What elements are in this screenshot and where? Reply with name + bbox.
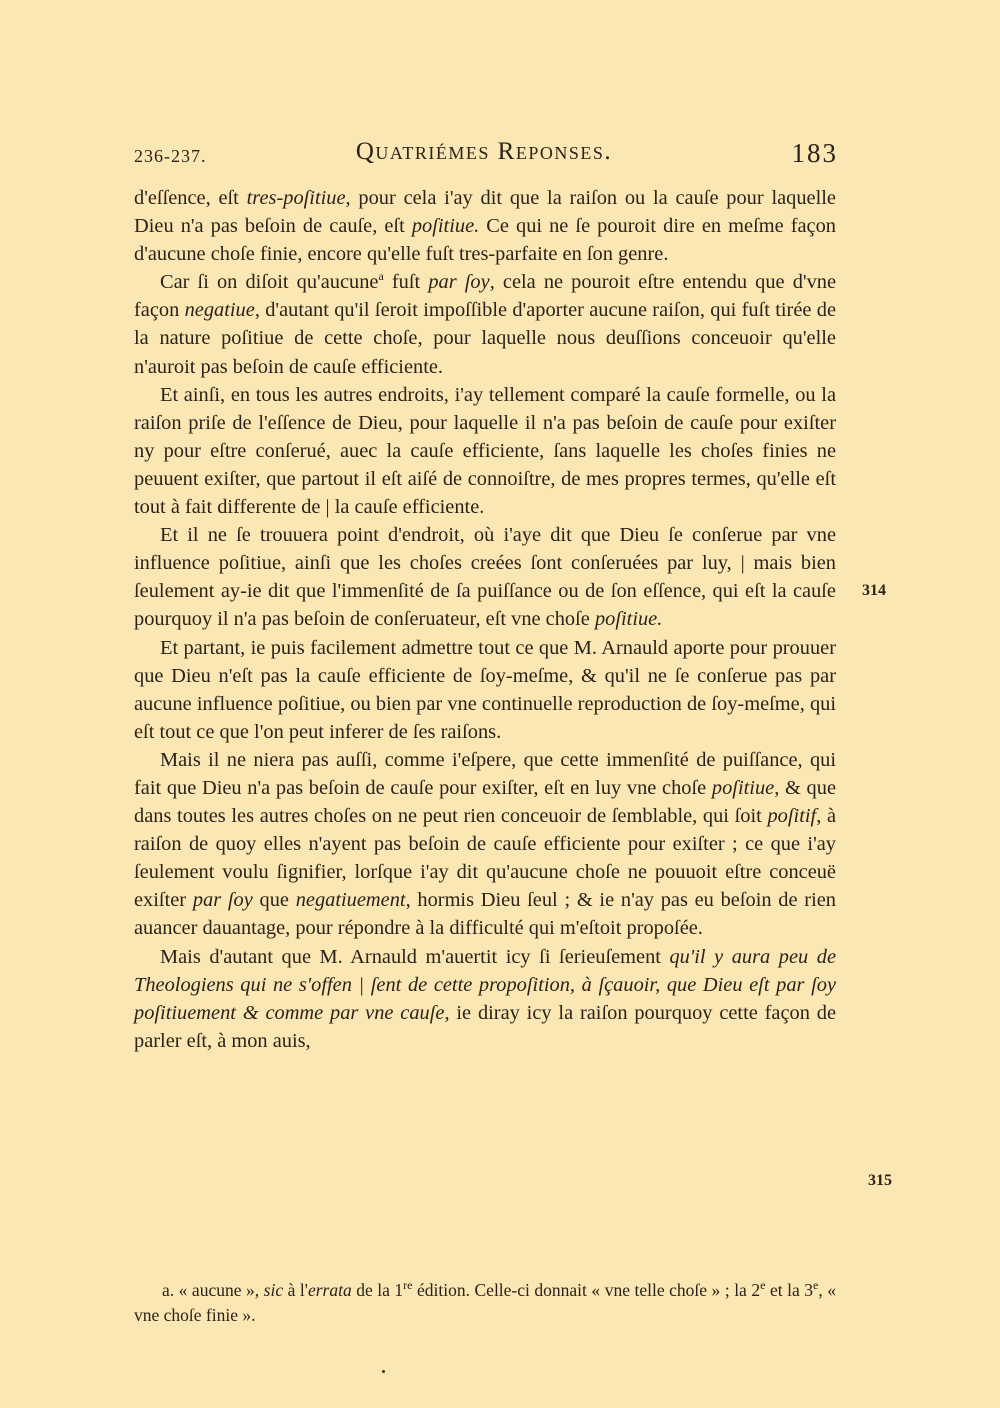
paragraph-5: Et partant, ie puis facilement admettre tout ce que M. Arnauld aporte pour prouuer que Dieu n'eſt pas la cauſe efficiente de ſoy-meſme, & qu'il ne ſe conſerue pas par aucune influence poſitiue, ou bien par vne continuelle reproduction de ſoy-meſme, qui eſt tout ce que l'on peut inferer de ſes raiſons. — [134, 636, 836, 743]
text-run: Mais d'autant que M. Arnauld m'auertit icy ſi ſerieuſement — [160, 945, 670, 968]
paragraph-7 — [134, 943, 836, 1055]
text-run: à l' — [283, 1280, 308, 1300]
text-run: Et il ne ſe trouuera point d'endroit, où i'aye dit que Dieu ſe conſerue par vne influence poſitiue, ainſi que les choſes creées ſont conſeruées par luy, | mais bien ſeulement ay-ie dit que l'immenſité de ſa puiſſance ou de ſon eſſence, qui eſt la cauſe pourquoy il n'a pas beſoin de conſeruateur, eſt vne choſe — [134, 524, 836, 631]
margin-page-ref-314: 314 — [862, 582, 886, 599]
header-title: Quatriémes Reponses. — [355, 138, 613, 165]
text-run: , ie diray icy la raiſon pourquoy cette façon de parler eſt, à mon auis, — [134, 1001, 836, 1052]
italic-run: negatiue — [184, 299, 255, 322]
italic-run: tres-poſitiue — [246, 187, 346, 209]
text-run: que — [252, 889, 296, 912]
italic-run: poſitiue. — [594, 608, 663, 631]
text-run: de la 1 — [351, 1280, 404, 1300]
text-run: édition. Celle-ci donnait « vne telle choſe » ; la 2 — [412, 1280, 761, 1300]
footnote — [134, 1278, 836, 1328]
text-run: a. « aucune », — [162, 1280, 264, 1300]
running-header — [134, 136, 838, 176]
text-run: , à raiſon de quoy elles n'ayent pas beſoin de cauſe efficiente pour exiſter ; ce que i'ay ſeulement voulu ſignifier, lorſque i'ay dit qu'aucune choſe ne pouuoit eſtre conceuë exiſter — [134, 805, 837, 912]
margin-page-ref-315: 315 — [868, 1172, 892, 1189]
paragraph-2 — [134, 268, 836, 380]
italic-run: errata — [307, 1280, 352, 1300]
footnote-marker: a — [378, 269, 384, 284]
text-run: et la 3 — [765, 1280, 814, 1300]
italic-run: poſitif — [767, 805, 817, 828]
superscript: e — [760, 1278, 766, 1293]
text-run: , « vne choſe finie ». — [134, 1280, 836, 1325]
text-run: , cela ne pouroit eſtre entendu que d'vne façon — [134, 271, 837, 322]
header-page-range: 236-237. — [134, 146, 207, 166]
text-run: Car ſi on diſoit qu'aucune — [160, 271, 379, 294]
paragraph-6 — [134, 746, 836, 943]
text-run: fuſt — [383, 271, 429, 294]
text-run: Mais il ne niera pas auſſi, comme i'eſpere, que cette immenſité de puiſſance, qui fait que Dieu n'a pas beſoin de cauſe pour exiſter, eſt en luy vne choſe — [134, 748, 836, 799]
text-run: , pour cela i'ay dit que la raiſon ou la cauſe pour laquelle Dieu n'a pas beſoin de cauſe, eſt — [134, 187, 836, 238]
printing-dot — [382, 1370, 385, 1373]
text-run: , d'autant qu'il ſeroit impoſſible d'aporter aucune raiſon, qui fuſt tirée de la nature poſitiue de cette choſe, pour laquelle nous deuſſions conceuoir qu'elle n'auroit pas beſoin de cauſe efficiente. — [134, 299, 836, 378]
italic-run: poſitiue. — [411, 215, 480, 238]
footnote-a — [134, 1278, 836, 1328]
superscript: e — [813, 1278, 819, 1293]
main-text — [134, 184, 836, 1055]
superscript: re — [403, 1278, 413, 1293]
italic-run: sic — [263, 1280, 284, 1300]
text-run: d'eſſence, eſt — [134, 187, 247, 209]
italic-run: qu'il y aura peu de Theologiens qui ne s'offen | ſent de cette propoſition, à ſçauoir, que Dieu eſt par ſoy poſitiuement & comme par vne cauſe — [134, 945, 836, 1024]
italic-run: negatiuement — [295, 889, 406, 912]
italic-run: par ſoy — [428, 271, 490, 294]
text-run: Ce qui ne ſe pouroit dire en meſme façon d'aucune choſe finie, encore qu'elle fuſt tres-parfaite en ſon genre. — [134, 215, 837, 266]
paragraph-3: Et ainſi, en tous les autres endroits, i'ay tellement comparé la cauſe formelle, ou la raiſon priſe de l'eſſence de Dieu, pour laquelle il n'a pas beſoin de cauſe pour exiſter ny pour eſtre conſerué, auec la cauſe efficiente, ſans laquelle les choſes finies ne peuuent exiſter, que partout il eſt aiſé de connoiſtre, de mes propres termes, qu'elle eſt tout à fait differente de | la cauſe efficiente. — [134, 383, 836, 519]
text-run: , hormis Dieu ſeul ; & ie n'ay pas eu beſoin de rien auancer dauantage, pour répondre à la difficulté qui m'eſtoit propoſée. — [134, 889, 836, 940]
italic-run: poſitiue — [711, 776, 775, 799]
paragraph-4 — [134, 521, 836, 633]
text-run: , & que dans toutes les autres choſes on ne peut rien conceuoir de ſemblable, qui ſoit — [134, 776, 836, 828]
paragraph-1 — [134, 184, 836, 268]
italic-run: par ſoy — [192, 889, 253, 912]
header-page-number: 183 — [791, 138, 838, 168]
